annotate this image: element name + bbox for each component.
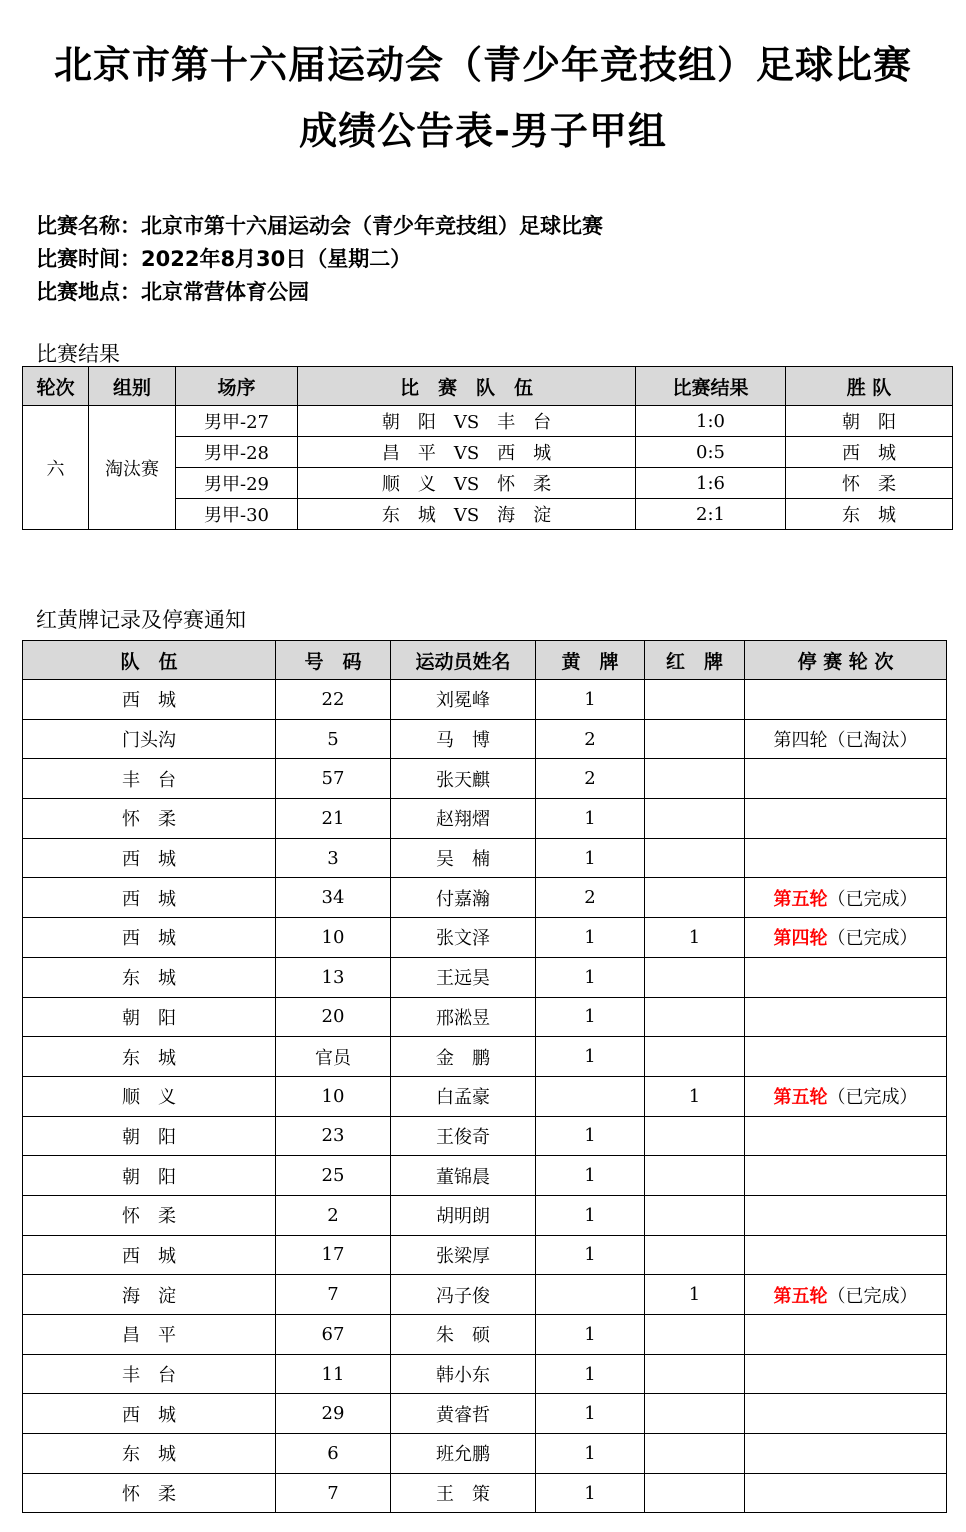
suspension-cell [745,1235,947,1275]
team-cell: 怀 柔 [23,1195,276,1235]
team-cell: 怀 柔 [23,799,276,839]
team-cell: 朝 阳 [23,997,276,1037]
yellow-cell: 2 [536,759,645,799]
team-cell: 昌 平 [23,1315,276,1355]
match-no-cell: 男甲-28 [176,437,298,468]
red-cell: 1 [645,918,745,958]
team-cell: 西 城 [23,680,276,720]
yellow-cell: 1 [536,1434,645,1474]
team-cell: 朝 阳 [23,1116,276,1156]
suspension-note: （已完成） [827,1285,918,1307]
suspension-cell [745,838,947,878]
results-section-label: 比赛结果 [36,342,120,366]
number-cell: 2 [276,1195,391,1235]
player-cell: 张天麒 [391,759,536,799]
yellow-cell: 1 [536,957,645,997]
yellow-cell: 1 [536,1195,645,1235]
number-cell: 5 [276,719,391,759]
cards-section-label: 红黄牌记录及停赛通知 [36,608,246,632]
player-cell: 王俊奇 [391,1116,536,1156]
player-cell: 王远昊 [391,957,536,997]
number-cell: 7 [276,1473,391,1513]
red-cell [645,878,745,918]
table-row [23,1195,947,1235]
number-cell: 23 [276,1116,391,1156]
match-time: 比赛时间：2022年8月30日（星期二） [36,247,412,271]
suspension-round: 第五轮 [773,1087,828,1109]
player-cell: 张文泽 [391,918,536,958]
team-cell: 怀 柔 [23,1473,276,1513]
suspension-cell [745,1275,947,1315]
suspension-cell [745,1394,947,1434]
yellow-cell: 1 [536,997,645,1037]
suspension-cell [745,918,947,958]
score-cell: 2:1 [636,499,786,530]
number-cell: 11 [276,1354,391,1394]
suspension-cell [745,1434,947,1474]
player-cell: 黄睿哲 [391,1394,536,1434]
number-cell: 10 [276,1076,391,1116]
yellow-cell: 1 [536,799,645,839]
yellow-cell: 1 [536,1116,645,1156]
table-row [23,1315,947,1355]
player-cell: 白孟豪 [391,1076,536,1116]
player-cell: 胡明朗 [391,1195,536,1235]
number-cell: 21 [276,799,391,839]
teams-cell: 昌 平 VS 西 城 [298,437,636,468]
number-cell: 67 [276,1315,391,1355]
table-row [23,957,947,997]
team-cell: 海 淀 [23,1275,276,1315]
number-cell: 20 [276,997,391,1037]
player-cell: 付嘉瀚 [391,878,536,918]
header-number: 号 码 [276,641,391,680]
suspension-cell [745,1195,947,1235]
number-cell: 29 [276,1394,391,1434]
team-cell: 门头沟 [23,719,276,759]
red-cell [645,719,745,759]
team-cell: 西 城 [23,838,276,878]
header-round: 轮次 [23,367,89,406]
header-suspension: 停 赛 轮 次 [745,641,947,680]
score-cell: 0:5 [636,437,786,468]
team-cell: 朝 阳 [23,1156,276,1196]
suspension-cell [745,1037,947,1077]
winner-cell: 朝 阳 [786,406,953,437]
suspension-cell [745,1473,947,1513]
player-cell: 马 博 [391,719,536,759]
cards-table [22,640,947,1513]
player-cell: 董锦晨 [391,1156,536,1196]
player-cell: 邢淞昱 [391,997,536,1037]
suspension-round: 第五轮 [773,888,828,910]
teams-cell: 顺 义 VS 怀 柔 [298,468,636,499]
red-cell [645,1156,745,1196]
yellow-cell: 1 [536,1037,645,1077]
table-row [23,1235,947,1275]
results-table [22,366,953,530]
match-name: 比赛名称：北京市第十六届运动会（青少年竞技组）足球比赛 [36,214,603,238]
player-cell: 金 鹏 [391,1037,536,1077]
player-cell: 吴 楠 [391,838,536,878]
suspension-cell [745,799,947,839]
results-header-row [23,367,953,406]
player-cell: 赵翔熠 [391,799,536,839]
suspension-cell [745,1156,947,1196]
yellow-cell [536,1275,645,1315]
player-cell: 韩小东 [391,1354,536,1394]
number-cell: 22 [276,680,391,720]
red-cell [645,680,745,720]
suspension-round: 第五轮 [773,1285,828,1307]
page-subtitle: 成绩公告表-男子甲组 [299,109,667,153]
red-cell [645,1394,745,1434]
yellow-cell: 1 [536,1235,645,1275]
team-cell: 丰 台 [23,759,276,799]
suspension-note: （已完成） [827,1087,918,1109]
red-cell [645,997,745,1037]
player-cell: 张梁厚 [391,1235,536,1275]
suspension-cell [745,759,947,799]
table-row [23,1275,947,1315]
header-player: 运动员姓名 [391,641,536,680]
suspension-note: （已完成） [827,888,918,910]
table-row [23,918,947,958]
suspension-cell [745,719,947,759]
table-row [23,680,947,720]
red-cell [645,759,745,799]
red-cell [645,1235,745,1275]
red-cell [645,799,745,839]
group-cell: 淘汰赛 [89,406,176,530]
team-cell: 西 城 [23,1394,276,1434]
teams-cell: 朝 阳 VS 丰 台 [298,406,636,437]
team-cell: 西 城 [23,1235,276,1275]
match-no-cell: 男甲-27 [176,406,298,437]
team-cell: 顺 义 [23,1076,276,1116]
round-cell: 六 [23,406,89,530]
header-yellow: 黄 牌 [536,641,645,680]
header-red: 红 牌 [645,641,745,680]
table-row [23,838,947,878]
suspension-cell [745,997,947,1037]
suspension-cell [745,680,947,720]
suspension-note: （已完成） [827,928,918,950]
team-cell: 西 城 [23,878,276,918]
number-cell: 17 [276,1235,391,1275]
number-cell: 13 [276,957,391,997]
yellow-cell: 2 [536,719,645,759]
number-cell: 6 [276,1434,391,1474]
teams-cell: 东 城 VS 海 淀 [298,499,636,530]
number-cell: 7 [276,1275,391,1315]
table-row [23,1354,947,1394]
table-row [23,799,947,839]
number-cell: 34 [276,878,391,918]
yellow-cell: 1 [536,1473,645,1513]
winner-cell: 西 城 [786,437,953,468]
table-row [23,759,947,799]
number-cell: 10 [276,918,391,958]
red-cell [645,1315,745,1355]
match-no-cell: 男甲-30 [176,499,298,530]
table-row [23,1037,947,1077]
table-row [23,719,947,759]
red-cell [645,1473,745,1513]
score-cell: 1:0 [636,406,786,437]
cards-header-row [23,641,947,680]
player-cell: 冯子俊 [391,1275,536,1315]
table-row [23,1434,947,1474]
player-cell: 班允鹏 [391,1434,536,1474]
yellow-cell [536,1076,645,1116]
table-row [23,1473,947,1513]
team-cell: 东 城 [23,1434,276,1474]
header-winner: 胜 队 [786,367,953,406]
table-row [23,1076,947,1116]
number-cell: 57 [276,759,391,799]
winner-cell: 怀 柔 [786,468,953,499]
yellow-cell: 1 [536,1315,645,1355]
table-row [23,406,953,437]
red-cell [645,957,745,997]
yellow-cell: 1 [536,1156,645,1196]
red-cell: 1 [645,1076,745,1116]
red-cell [645,1037,745,1077]
header-score: 比赛结果 [636,367,786,406]
suspension-cell [745,957,947,997]
match-no-cell: 男甲-29 [176,468,298,499]
yellow-cell: 2 [536,878,645,918]
player-cell: 朱 硕 [391,1315,536,1355]
suspension-cell [745,1315,947,1355]
yellow-cell: 1 [536,1354,645,1394]
suspension-cell [745,878,947,918]
player-cell: 刘冕峰 [391,680,536,720]
red-cell [645,1434,745,1474]
header-match-no: 场序 [176,367,298,406]
suspension-cell [745,1076,947,1116]
suspension-note: 第四轮（已淘汰） [773,730,918,752]
table-row [23,1116,947,1156]
suspension-cell [745,1116,947,1156]
yellow-cell: 1 [536,918,645,958]
number-cell: 25 [276,1156,391,1196]
red-cell [645,1195,745,1235]
yellow-cell: 1 [536,838,645,878]
number-cell: 官员 [276,1037,391,1077]
yellow-cell: 1 [536,1394,645,1434]
red-cell [645,1116,745,1156]
number-cell: 3 [276,838,391,878]
yellow-cell: 1 [536,680,645,720]
team-cell: 东 城 [23,957,276,997]
winner-cell: 东 城 [786,499,953,530]
team-cell: 东 城 [23,1037,276,1077]
team-cell: 丰 台 [23,1354,276,1394]
suspension-cell [745,1354,947,1394]
team-cell: 西 城 [23,918,276,958]
table-row [23,878,947,918]
table-row [23,1156,947,1196]
header-team: 队 伍 [23,641,276,680]
player-cell: 王 策 [391,1473,536,1513]
suspension-round: 第四轮 [773,928,828,950]
header-group: 组别 [89,367,176,406]
header-teams: 比 赛 队 伍 [298,367,636,406]
page-title: 北京市第十六届运动会（青少年竞技组）足球比赛 [53,43,912,87]
match-place: 比赛地点：北京常营体育公园 [36,280,309,304]
red-cell: 1 [645,1275,745,1315]
table-row [23,997,947,1037]
score-cell: 1:6 [636,468,786,499]
table-row [23,1394,947,1434]
red-cell [645,1354,745,1394]
red-cell [645,838,745,878]
